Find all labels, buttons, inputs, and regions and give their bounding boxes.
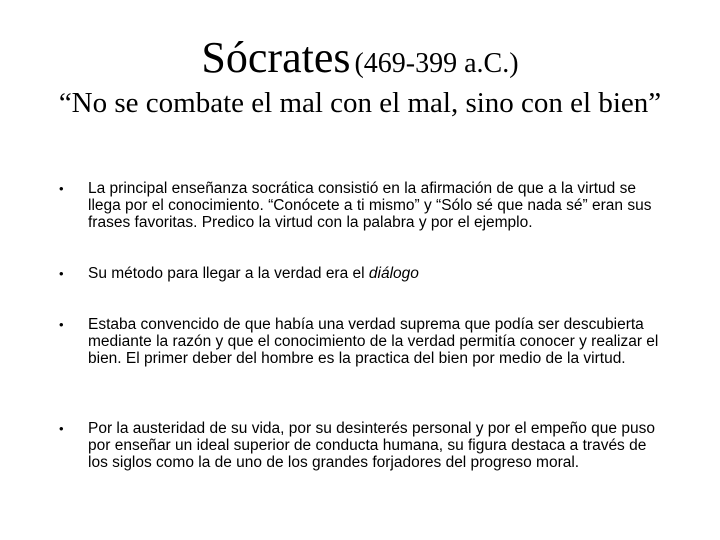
bullet-text: Por la austeridad de su vida, por su desinterés personal y por el empeño que puso por enseñar un ideal superior de conducta humana, su figura destaca a través de los siglos como la de uno de los grandes forjadores del progreso moral.: [88, 420, 655, 471]
bullet-text: Estaba convencido de que había una verdad suprema que podía ser descubierta mediante la razón y que el conocimiento de la verdad permitía conocer y realizar el bien. El primer deber del hombre es la practica del bien por medio de la virtud.: [88, 316, 659, 367]
bullet-icon: •: [59, 421, 64, 436]
bullet-icon: •: [59, 266, 64, 281]
quote: “No se combate el mal con el mal, sino con el bien”: [58, 87, 662, 119]
bullet-icon: •: [59, 181, 64, 196]
title-name: Sócrates: [201, 33, 351, 82]
bullet-text: La principal enseñanza socrática consistió en la afirmación de que a la virtud se llega por el conocimiento. “Conócete a ti mismo” y “Sólo sé que nada sé” eran sus frases favoritas. Predico la virtud con la palabra y por el ejemplo.: [88, 180, 652, 231]
bullet-icon: •: [59, 317, 64, 332]
bullet-text: [88, 265, 670, 282]
bullet-text-main: Su método para llegar a la verdad era el: [88, 265, 369, 282]
slide-title: [0, 33, 720, 82]
title-dates: (469-399 a.C.): [354, 48, 519, 79]
bullet-emphasis: diálogo: [368, 265, 419, 282]
